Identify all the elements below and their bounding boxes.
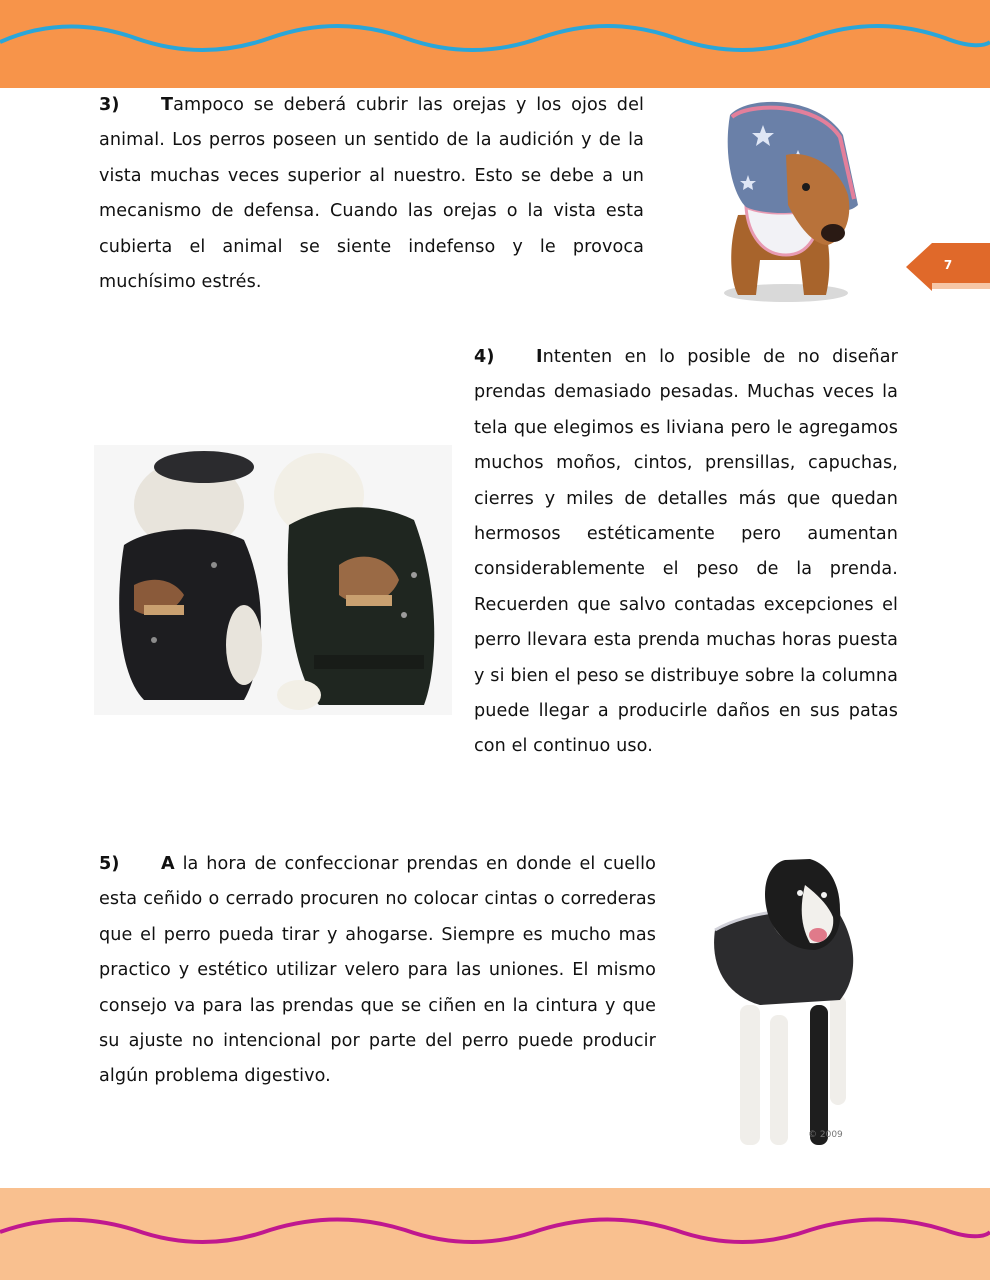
section-4-number: 4) xyxy=(474,347,495,367)
section-3-text: ampoco se deberá cubrir las orejas y los ojos del animal. Los perros poseen un sentido de la audición y de la vista muchas veces superior al nuestro. Esto se debe a un mecanismo de defensa. Cuando las orejas o la vista esta cubierta el animal se siente indefenso y le provoca muchísimo estrés. xyxy=(99,95,644,293)
great-dane-photo xyxy=(700,855,875,1155)
page-number: 7 xyxy=(943,258,953,272)
section-5-first-letter: A xyxy=(161,854,175,874)
section-3 xyxy=(99,88,644,300)
section-5-text: la hora de confeccionar prendas en donde el cuello esta ceñido o cerrado procuren no colocar cintas o correderas que el perro pueda tirar y ahogarse. Siempre es mucho mas practico y estético utilizar velero para las uniones. El mismo consejo va para las prendas que se ciñen en la cintura y que su ajuste no intencional por parte del perro puede producir algún problema digestivo. xyxy=(99,854,656,1087)
section-4-first-letter: I xyxy=(536,347,543,367)
section-5 xyxy=(99,847,656,1095)
dogs-leather-jackets-photo xyxy=(94,445,452,715)
footer-wave xyxy=(0,1212,990,1252)
section-5-number: 5) xyxy=(99,854,120,874)
section-3-first-letter: T xyxy=(161,95,174,115)
section-3-number: 3) xyxy=(99,95,120,115)
header-wave xyxy=(0,16,990,56)
section-4 xyxy=(474,340,898,765)
section-4-text: ntenten en lo posible de no diseñar prendas demasiado pesadas. Muchas veces la tela que elegimos es liviana pero le agregamos muchos moños, cintos, prensillas, capuchas, cierres y miles de detalles más que quedan hermosos estéticamente pero aumentan considerablemente el peso de la prenda. Recuerden que salvo contadas excepciones el perro llevara esta prenda muchas horas puesta y si bien el peso se distribuye sobre la columna puede llegar a producirle daños en sus patas con el continuo uso. xyxy=(474,347,898,757)
photo-copyright: © 2009 xyxy=(808,1130,843,1140)
dog-with-hood-photo xyxy=(708,95,868,305)
